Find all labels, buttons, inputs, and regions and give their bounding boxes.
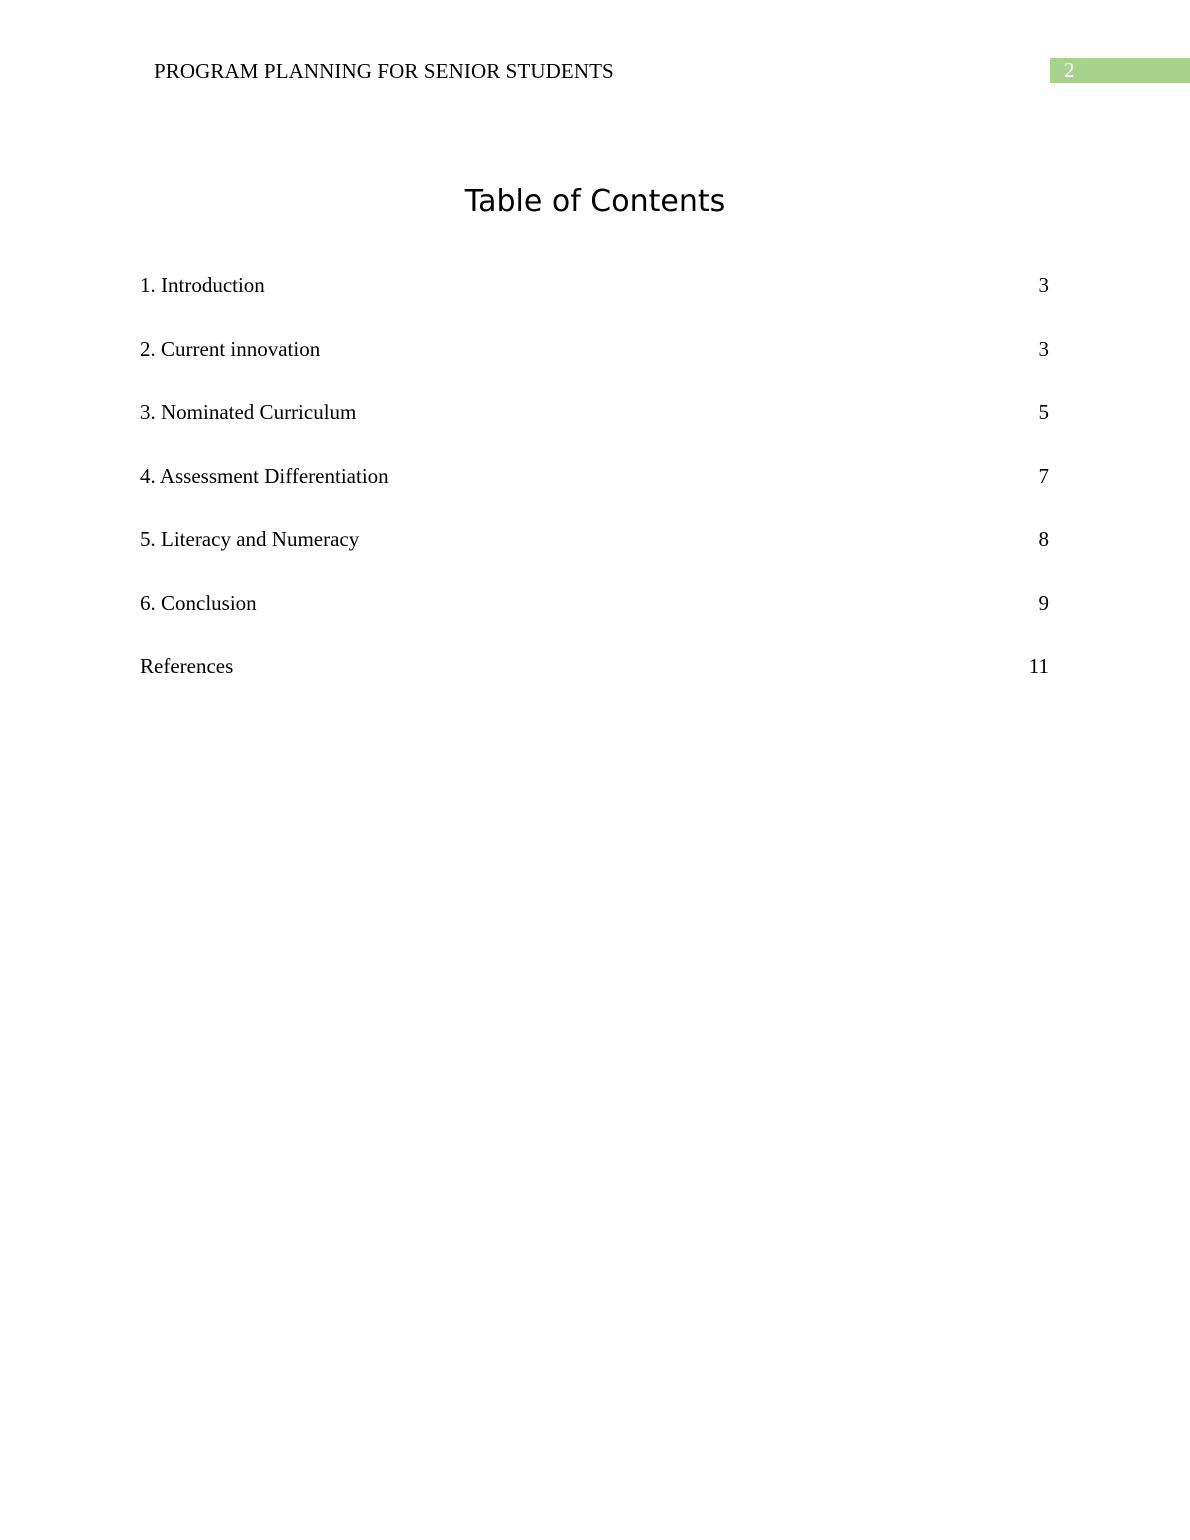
running-header: PROGRAM PLANNING FOR SENIOR STUDENTS	[154, 59, 614, 83]
toc-entry-text: References	[140, 654, 234, 678]
toc-entry-text: 2. Current innovation	[140, 336, 321, 361]
toc-entry-current-innovation[interactable]	[140, 334, 1049, 398]
toc-entry-text: 1. Introduction	[140, 273, 265, 297]
toc-entry-conclusion[interactable]	[140, 588, 1049, 652]
toc-list	[140, 270, 1049, 715]
toc-entry-text: 4. Assessment Differentiation	[140, 463, 389, 488]
toc-entry-text: 6. Conclusion	[140, 590, 257, 615]
toc-entry-introduction[interactable]	[140, 270, 1049, 334]
toc-entry-page: 3	[1039, 270, 1050, 301]
toc-entry-page: 11	[1029, 651, 1049, 682]
toc-entry-page: 9	[1039, 588, 1050, 619]
toc-title: Table of Contents	[464, 184, 726, 220]
toc-entry-text: 5. Literacy and Numeracy	[140, 527, 360, 551]
toc-entry-references[interactable]	[140, 651, 1049, 715]
toc-entry-page: 5	[1039, 397, 1050, 428]
toc-entry-literacy-numeracy[interactable]	[140, 524, 1049, 588]
page-number-badge	[1050, 58, 1190, 83]
toc-entry-text: 3. Nominated Curriculum	[140, 400, 357, 424]
toc-entry-page: 8	[1039, 524, 1050, 555]
toc-entry-nominated-curriculum[interactable]	[140, 397, 1049, 461]
toc-entry-page: 7	[1039, 461, 1050, 492]
toc-entry-assessment-differentiation[interactable]	[140, 461, 1049, 525]
page-number: 2	[1064, 58, 1075, 82]
toc-entry-page: 3	[1039, 334, 1050, 365]
